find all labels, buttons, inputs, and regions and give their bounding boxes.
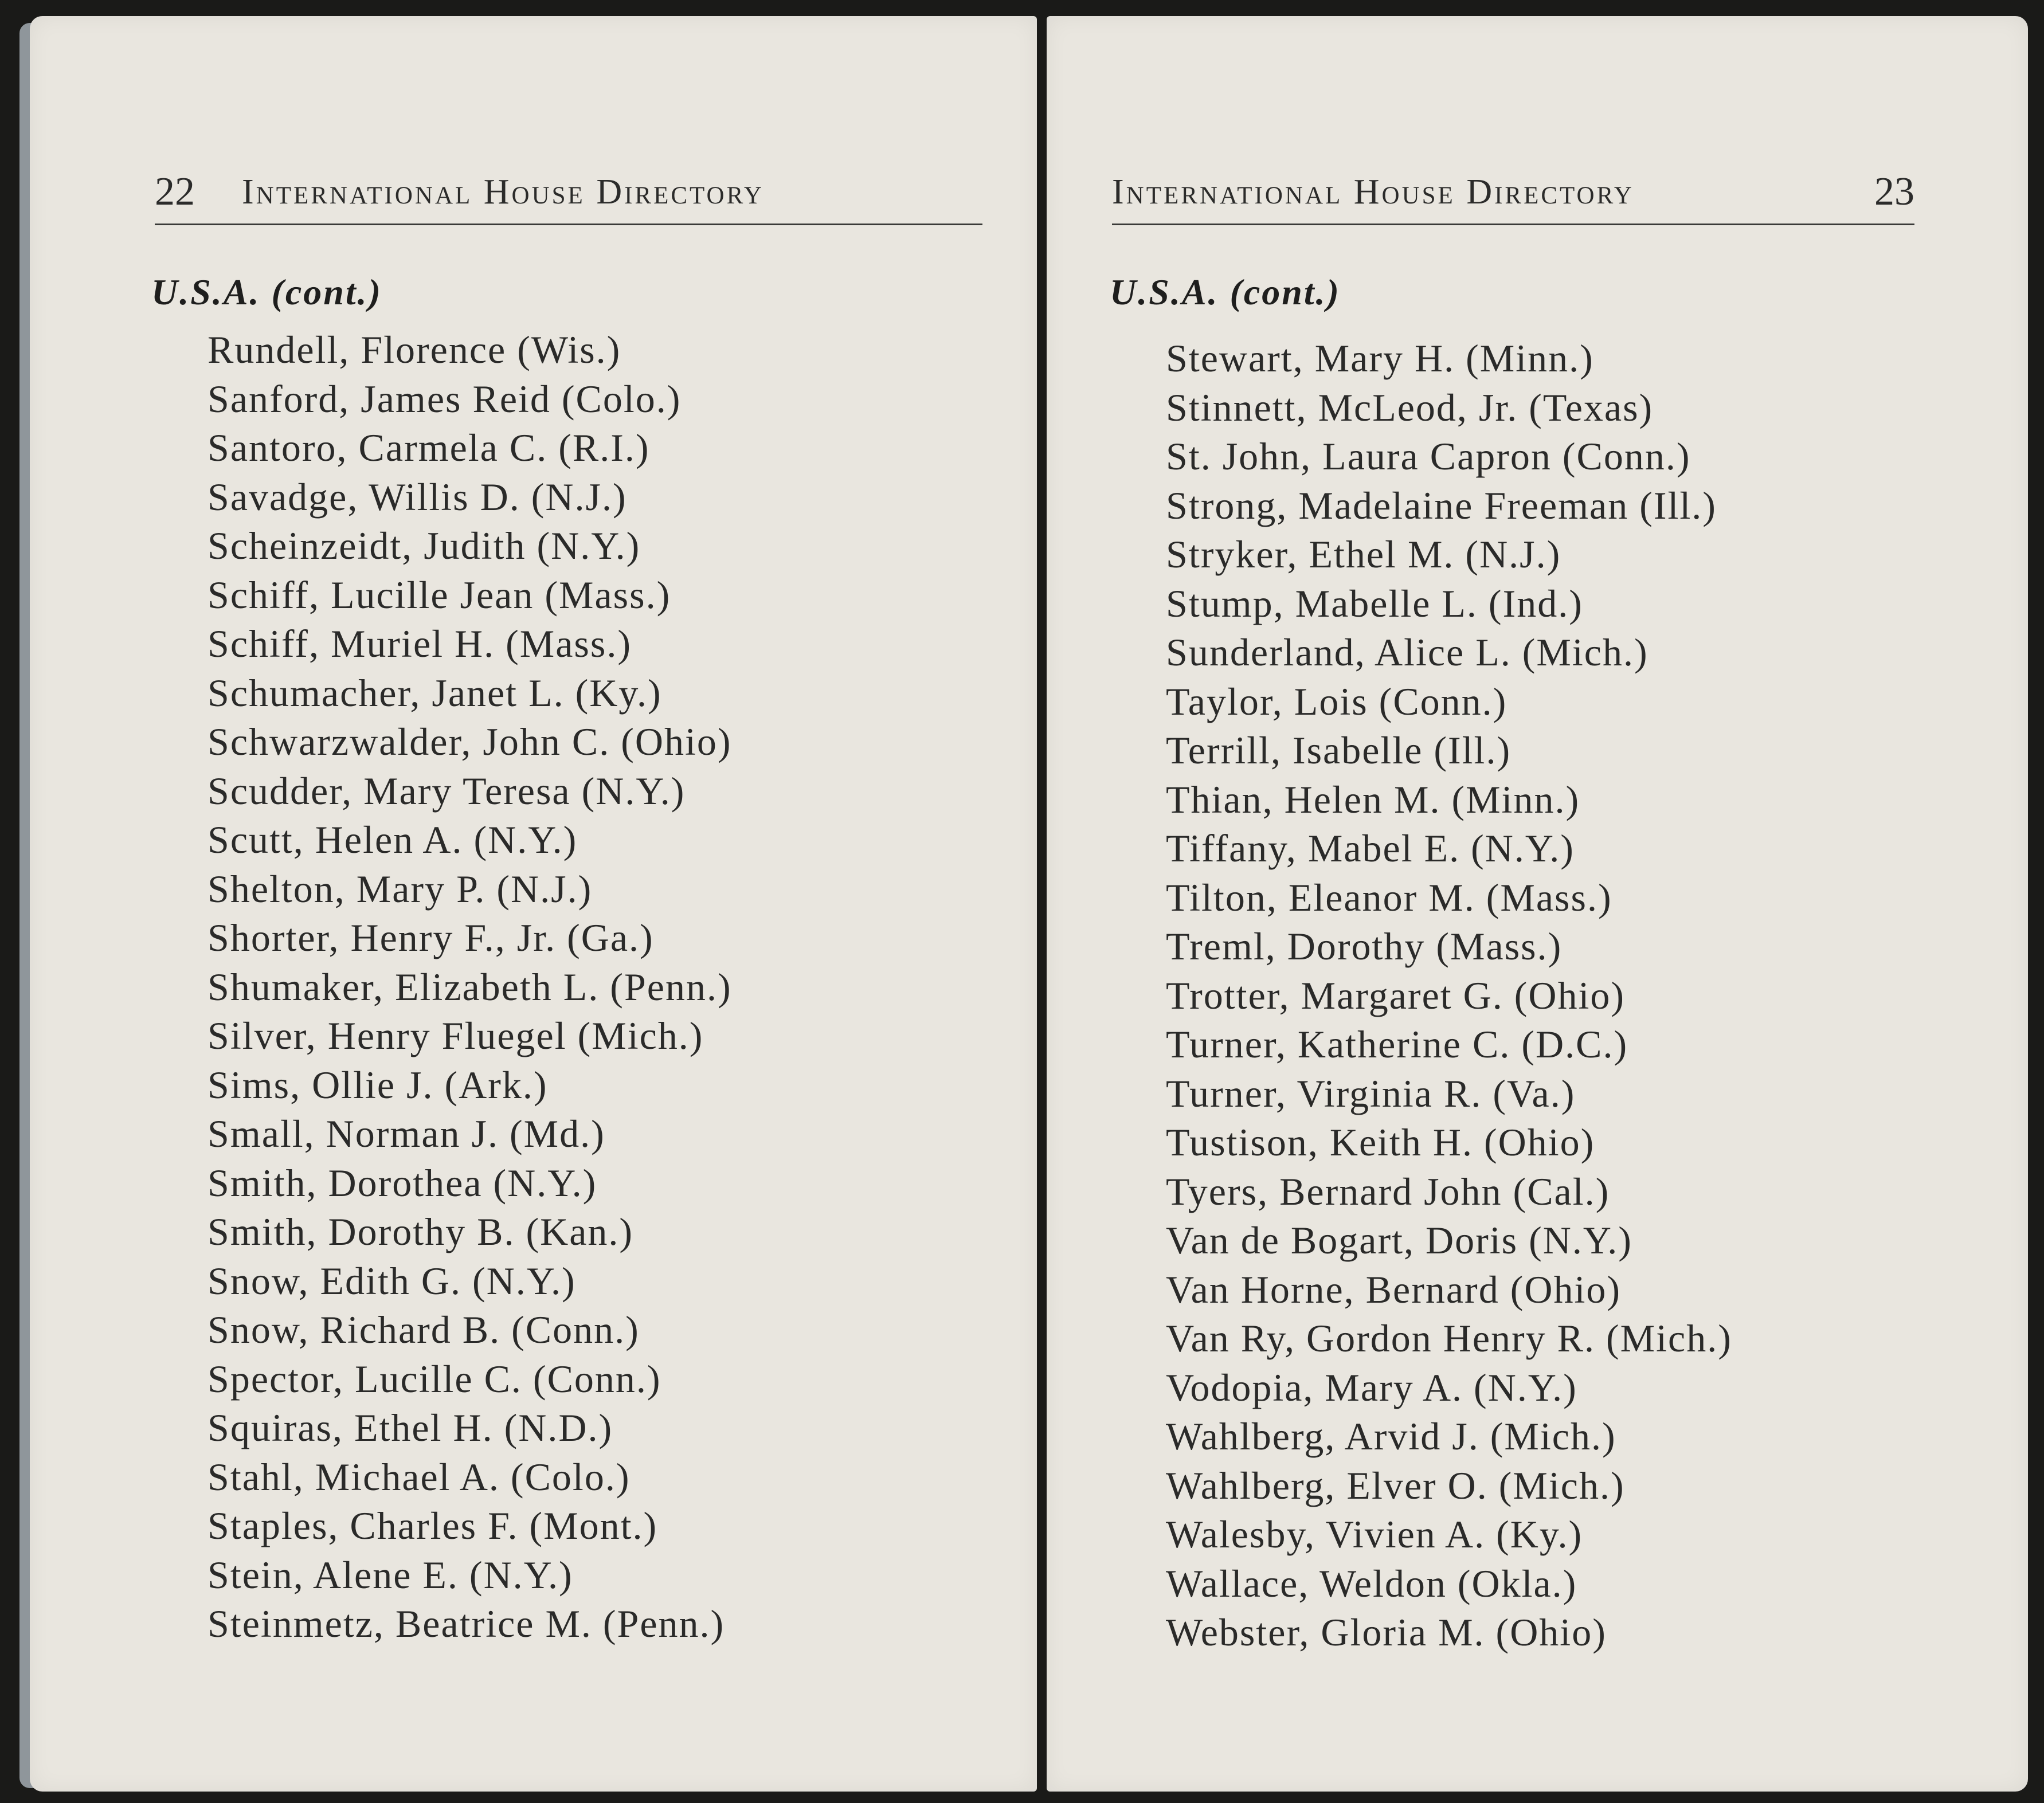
directory-entry: Tiffany, Mabel E. (N.Y.) [1166, 826, 1575, 870]
directory-entry: Shumaker, Elizabeth L. (Penn.) [207, 965, 732, 1009]
directory-entry: Wahlberg, Elver O. (Mich.) [1166, 1463, 1625, 1507]
directory-entry: Taylor, Lois (Conn.) [1166, 679, 1507, 723]
directory-entry: Wahlberg, Arvid J. (Mich.) [1166, 1414, 1616, 1458]
right-page [1047, 16, 2028, 1792]
directory-entry: Scudder, Mary Teresa (N.Y.) [207, 769, 686, 813]
directory-entry: Stinnett, McLeod, Jr. (Texas) [1166, 385, 1654, 429]
directory-entry: Schwarzwalder, John C. (Ohio) [207, 720, 732, 763]
directory-entry: Snow, Richard B. (Conn.) [207, 1308, 640, 1351]
directory-entry: Snow, Edith G. (N.Y.) [207, 1259, 576, 1303]
directory-entry: Rundell, Florence (Wis.) [207, 328, 621, 371]
directory-entry: Treml, Dorothy (Mass.) [1166, 924, 1563, 968]
running-title: International House Directory [242, 173, 764, 211]
directory-entry: Strong, Madelaine Freeman (Ill.) [1166, 483, 1717, 527]
directory-entry: Schiff, Lucille Jean (Mass.) [207, 573, 671, 617]
directory-entry: Wallace, Weldon (Okla.) [1166, 1561, 1577, 1605]
left-page [30, 16, 1037, 1792]
page-number: 23 [1874, 170, 1914, 214]
directory-entry: Stein, Alene E. (N.Y.) [207, 1553, 573, 1597]
directory-entry: Smith, Dorothea (N.Y.) [207, 1161, 597, 1205]
directory-entry: Steinmetz, Beatrice M. (Penn.) [207, 1602, 725, 1645]
directory-entry: Santoro, Carmela C. (R.I.) [207, 426, 650, 469]
directory-entry: Van Horne, Bernard (Ohio) [1166, 1267, 1621, 1311]
directory-entry: Stahl, Michael A. (Colo.) [207, 1455, 631, 1499]
directory-entry: Turner, Virginia R. (Va.) [1166, 1071, 1576, 1115]
directory-entry: Savadge, Willis D. (N.J.) [207, 475, 627, 519]
directory-entry: Thian, Helen M. (Minn.) [1166, 777, 1580, 821]
directory-entry: Staples, Charles F. (Mont.) [207, 1504, 658, 1547]
directory-entry: Terrill, Isabelle (Ill.) [1166, 728, 1512, 772]
directory-entry: St. John, Laura Capron (Conn.) [1166, 434, 1691, 478]
section-heading: U.S.A. (cont.) [1110, 272, 1341, 312]
directory-entry: Tilton, Eleanor M. (Mass.) [1166, 875, 1612, 919]
directory-list [1166, 334, 1732, 1657]
directory-entry: Shelton, Mary P. (N.J.) [207, 867, 593, 911]
directory-entry: Stryker, Ethel M. (N.J.) [1166, 532, 1561, 576]
directory-entry: Squiras, Ethel H. (N.D.) [207, 1406, 613, 1449]
directory-list [207, 326, 732, 1649]
directory-entry: Spector, Lucille C. (Conn.) [207, 1357, 661, 1401]
directory-entry: Schumacher, Janet L. (Ky.) [207, 671, 662, 715]
right-page-header [1112, 160, 1914, 225]
directory-entry: Tyers, Bernard John (Cal.) [1166, 1169, 1610, 1213]
directory-entry: Small, Norman J. (Md.) [207, 1112, 605, 1155]
section-heading: U.S.A. (cont.) [151, 272, 382, 312]
directory-entry: Turner, Katherine C. (D.C.) [1166, 1022, 1628, 1066]
directory-entry: Tustison, Keith H. (Ohio) [1166, 1120, 1595, 1164]
directory-entry: Sunderland, Alice L. (Mich.) [1166, 630, 1648, 674]
page-number: 22 [155, 170, 195, 214]
directory-entry: Sims, Ollie J. (Ark.) [207, 1063, 548, 1107]
left-page-header [155, 160, 982, 225]
directory-entry: Sanford, James Reid (Colo.) [207, 377, 682, 421]
running-title: International House Directory [1112, 173, 1634, 211]
directory-entry: Schiff, Muriel H. (Mass.) [207, 622, 632, 665]
directory-entry: Trotter, Margaret G. (Ohio) [1166, 973, 1626, 1017]
directory-entry: Smith, Dorothy B. (Kan.) [207, 1210, 634, 1253]
directory-entry: Walesby, Vivien A. (Ky.) [1166, 1512, 1583, 1556]
directory-entry: Webster, Gloria M. (Ohio) [1166, 1610, 1607, 1654]
directory-entry: Scheinzeidt, Judith (N.Y.) [207, 524, 641, 567]
directory-entry: Van de Bogart, Doris (N.Y.) [1166, 1218, 1632, 1262]
directory-entry: Scutt, Helen A. (N.Y.) [207, 818, 578, 861]
directory-entry: Stump, Mabelle L. (Ind.) [1166, 581, 1583, 625]
directory-entry: Stewart, Mary H. (Minn.) [1166, 336, 1594, 380]
directory-entry: Shorter, Henry F., Jr. (Ga.) [207, 916, 654, 959]
directory-entry: Silver, Henry Fluegel (Mich.) [207, 1014, 704, 1057]
directory-entry: Van Ry, Gordon Henry R. (Mich.) [1166, 1316, 1732, 1360]
directory-entry: Vodopia, Mary A. (N.Y.) [1166, 1365, 1577, 1409]
